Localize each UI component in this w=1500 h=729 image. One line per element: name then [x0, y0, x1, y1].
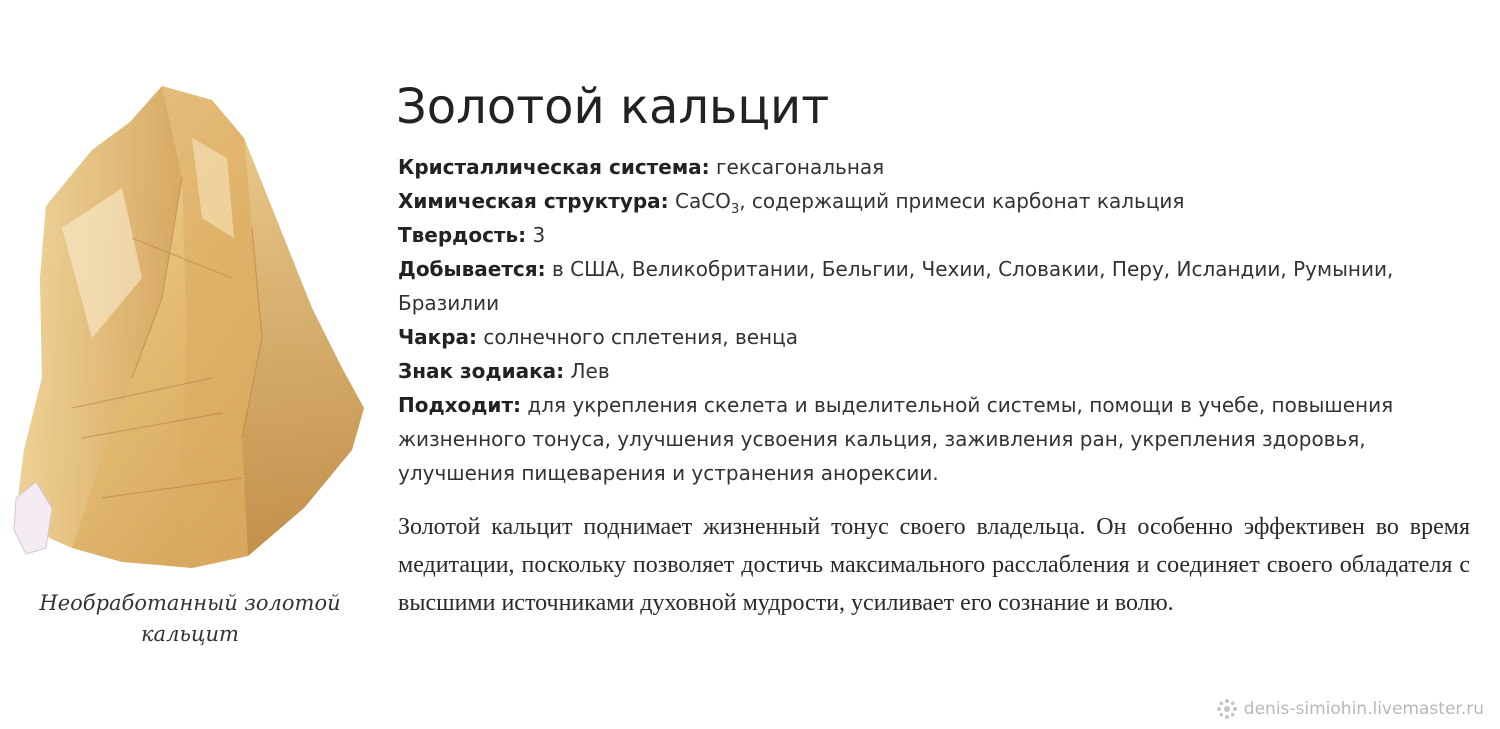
formula-subscript: 3 — [730, 202, 740, 217]
property-label: Кристаллическая система: — [398, 155, 710, 179]
watermark-text: denis-simiohin.livemaster.ru — [1243, 699, 1484, 719]
description-paragraph: Золотой кальцит поднимает жизненный тонус своего владельца. Он особенно эффективен во время медитации, поскольку позволяет достичь максимального расслабления и соединяет своего обладателя с высшими источниками духовной мудрости, усиливает его сознание и волю. — [398, 514, 1470, 616]
property-label: Знак зодиака: — [398, 359, 565, 383]
property-label: Добывается: — [398, 257, 546, 281]
property-zodiac — [398, 354, 1470, 388]
property-value: гексагональная — [709, 155, 885, 179]
property-label: Чакра: — [398, 325, 478, 349]
watermark — [1216, 697, 1484, 721]
property-value: в США, Великобритании, Бельгии, Чехии, Словакии, Перу, Исландии, Румынии, Бразилии — [398, 257, 1394, 315]
property-hardness — [398, 218, 1470, 252]
property-label: Твердость: — [398, 223, 527, 247]
property-crystal-system — [398, 150, 1470, 184]
crystal-photo — [12, 78, 372, 578]
property-label: Подходит: — [398, 393, 522, 417]
property-value: Лев — [564, 359, 610, 383]
property-chemical-structure — [398, 184, 1470, 218]
property-value: солнечного сплетения, венца — [477, 325, 799, 349]
properties-list — [398, 150, 1470, 490]
property-suitable-for — [398, 388, 1470, 490]
property-value-rest: , содержащий примеси карбонат кальция — [739, 189, 1185, 213]
livemaster-logo-icon — [1216, 698, 1238, 720]
property-value: для укрепления скелета и выделительной системы, помощи в учебе, повышения жизненного тонуса, улучшения усвоения кальция, заживления ран, укрепления здоровья, улучшения пищеварения и устранения анорексии. — [398, 393, 1394, 485]
property-label: Химическая структура: — [398, 189, 669, 213]
property-value: CaCO — [668, 189, 731, 213]
property-chakra — [398, 320, 1470, 354]
property-mined-in — [398, 252, 1470, 320]
property-value: 3 — [526, 223, 546, 247]
page-title: Золотой кальцит — [396, 79, 830, 135]
image-caption: Необработанный золотой кальцит — [39, 591, 341, 646]
